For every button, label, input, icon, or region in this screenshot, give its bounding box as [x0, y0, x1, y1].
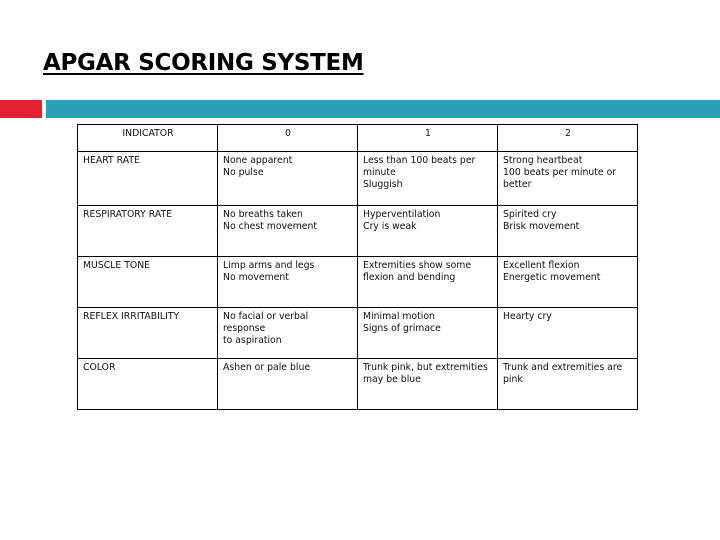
score-1-cell: Less than 100 beats per minute Sluggish: [358, 152, 498, 206]
score-2-cell: Trunk and extremities are pink: [498, 359, 638, 410]
score-2-cell: Strong heartbeat 100 beats per minute or better: [498, 152, 638, 206]
table-row: [78, 257, 638, 308]
header-score-0: 0: [218, 125, 358, 152]
table-row: [78, 308, 638, 359]
score-1-cell: Trunk pink, but extremities may be blue: [358, 359, 498, 410]
header-score-2: 2: [498, 125, 638, 152]
table-row: [78, 206, 638, 257]
score-1-cell: Minimal motion Signs of grimace: [358, 308, 498, 359]
score-0-cell: Limp arms and legs No movement: [218, 257, 358, 308]
score-0-cell: No breaths taken No chest movement: [218, 206, 358, 257]
indicator-cell: REFLEX IRRITABILITY: [78, 308, 218, 359]
indicator-cell: HEART RATE: [78, 152, 218, 206]
score-0-cell: None apparent No pulse: [218, 152, 358, 206]
score-2-cell: Spirited cry Brisk movement: [498, 206, 638, 257]
indicator-cell: COLOR: [78, 359, 218, 410]
indicator-cell: RESPIRATORY RATE: [78, 206, 218, 257]
teal-accent-bar: [46, 100, 720, 118]
header-score-1: 1: [358, 125, 498, 152]
score-2-cell: Excellent flexion Energetic movement: [498, 257, 638, 308]
header-row: [78, 125, 638, 152]
score-1-cell: Extremities show some flexion and bending: [358, 257, 498, 308]
table-row: [78, 152, 638, 206]
red-accent-bar: [0, 100, 42, 118]
apgar-table: [77, 124, 638, 410]
score-0-cell: Ashen or pale blue: [218, 359, 358, 410]
table-row: [78, 359, 638, 410]
score-2-cell: Hearty cry: [498, 308, 638, 359]
header-indicator: INDICATOR: [78, 125, 218, 152]
score-1-cell: Hyperventilation Cry is weak: [358, 206, 498, 257]
indicator-cell: MUSCLE TONE: [78, 257, 218, 308]
page-title: APGAR SCORING SYSTEM: [43, 50, 364, 76]
score-0-cell: No facial or verbal response to aspiration: [218, 308, 358, 359]
